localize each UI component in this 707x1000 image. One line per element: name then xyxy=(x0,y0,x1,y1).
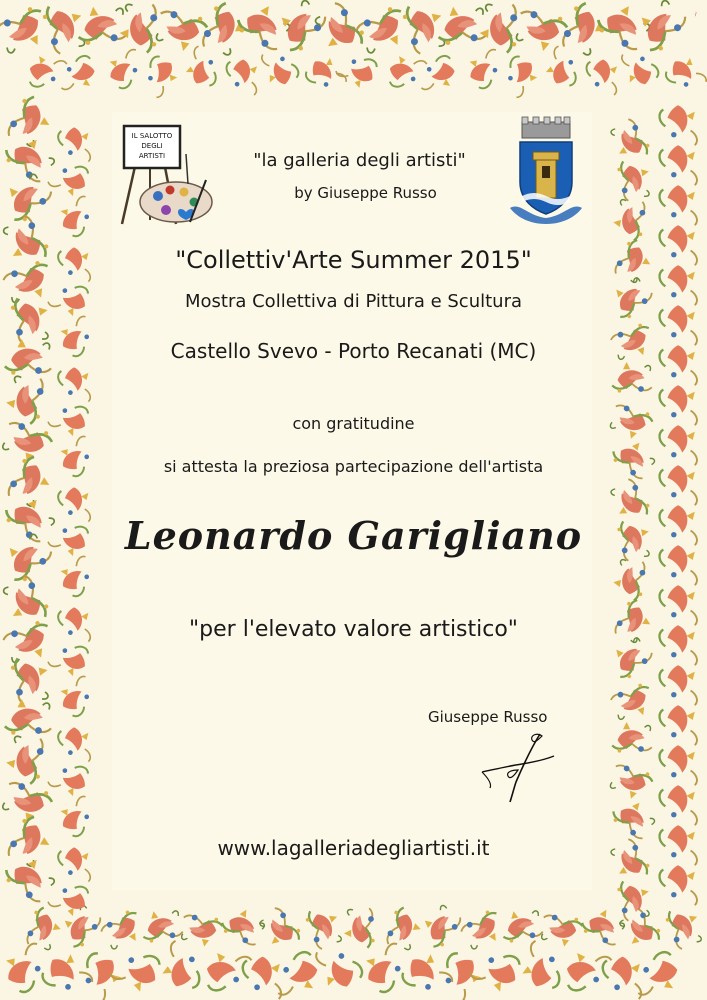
logo-text-line-3: ARTISTI xyxy=(138,152,166,160)
logo-text-line-1: IL SALOTTO xyxy=(131,132,173,140)
artist-name: Leonardo Garigliano xyxy=(124,513,583,558)
municipal-crest-icon xyxy=(506,116,586,226)
easel-palette-icon xyxy=(116,124,221,229)
event-venue: Castello Svevo - Porto Recanati (MC) xyxy=(170,339,537,363)
gallery-name: "la galleria degli artisti" xyxy=(253,150,466,171)
event-subtitle: Mostra Collettiva di Pittura e Scultura xyxy=(184,291,523,312)
website-link[interactable]: www.lagalleriadegliartisti.it xyxy=(217,836,490,860)
attestation-text: si attesta la preziosa partecipazione dell'artista xyxy=(163,457,544,476)
by-line: by Giuseppe Russo xyxy=(294,184,437,202)
gratitude-text: con gratitudine xyxy=(292,414,415,433)
event-title: "Collettiv'Arte Summer 2015" xyxy=(175,246,532,274)
border-artist-mark: ~ xyxy=(691,10,701,18)
merit-text: "per l'elevato valore artistico" xyxy=(189,617,518,642)
logo-text-line-2: DEGLI xyxy=(141,142,163,150)
signer-name: Giuseppe Russo xyxy=(428,708,548,726)
handwritten-signature xyxy=(478,730,558,806)
